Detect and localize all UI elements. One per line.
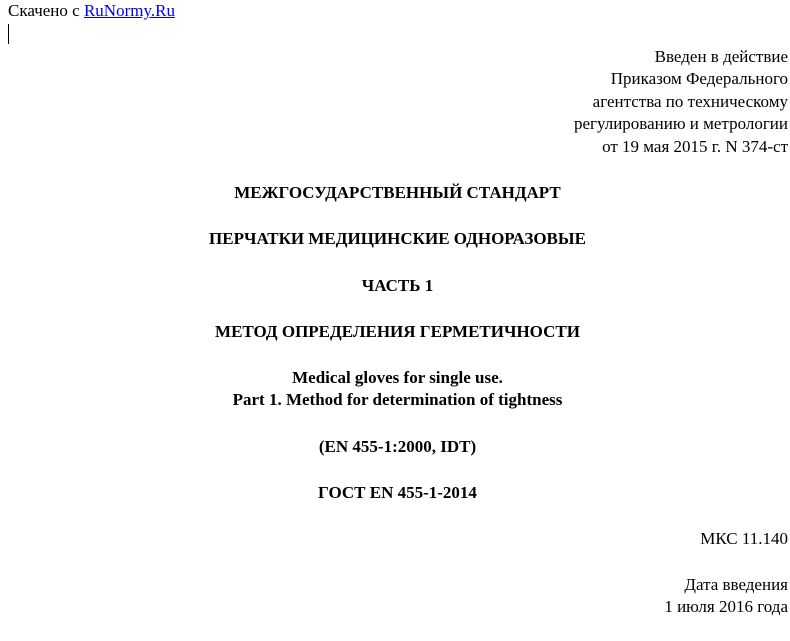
english-title-line-1: Medical gloves for single use. [292, 368, 503, 387]
standard-designation: ГОСТ EN 455-1-2014 [318, 483, 477, 502]
enactment-notice [574, 46, 788, 158]
subtitle-heading: МЕТОД ОПРЕДЕЛЕНИЯ ГЕРМЕТИЧНОСТИ [215, 322, 580, 341]
mks-code: МКС 11.140 [700, 529, 788, 548]
enactment-line: Введен в действие [654, 47, 788, 66]
enactment-line: от 19 мая 2015 г. N 374-ст [602, 136, 788, 156]
standard-type-heading: МЕЖГОСУДАРСТВЕННЫЙ СТАНДАРТ [234, 183, 561, 202]
english-title-line-2: Part 1. Method for determination of tightness [232, 390, 563, 409]
enactment-line: Приказом Федерального [610, 69, 788, 89]
enactment-line: агентства по техническому [592, 91, 788, 111]
source-prefix: Скачено с [8, 1, 84, 20]
part-heading: ЧАСТЬ 1 [361, 276, 434, 295]
runormy-link[interactable]: RuNormy.Ru [83, 1, 175, 20]
document-title: ПЕРЧАТКИ МЕДИЦИНСКИЕ ОДНОРАЗОВЫЕ [209, 229, 586, 248]
introduction-date: 1 июля 2016 года [664, 597, 788, 616]
introduction-date-label: Дата введения [684, 575, 788, 594]
source-line [8, 1, 175, 21]
text-cursor [8, 24, 9, 44]
equivalence-note: (EN 455-1:2000, IDT) [318, 437, 477, 456]
enactment-line: регулированию и метрологии [573, 114, 788, 134]
english-title [0, 367, 790, 411]
